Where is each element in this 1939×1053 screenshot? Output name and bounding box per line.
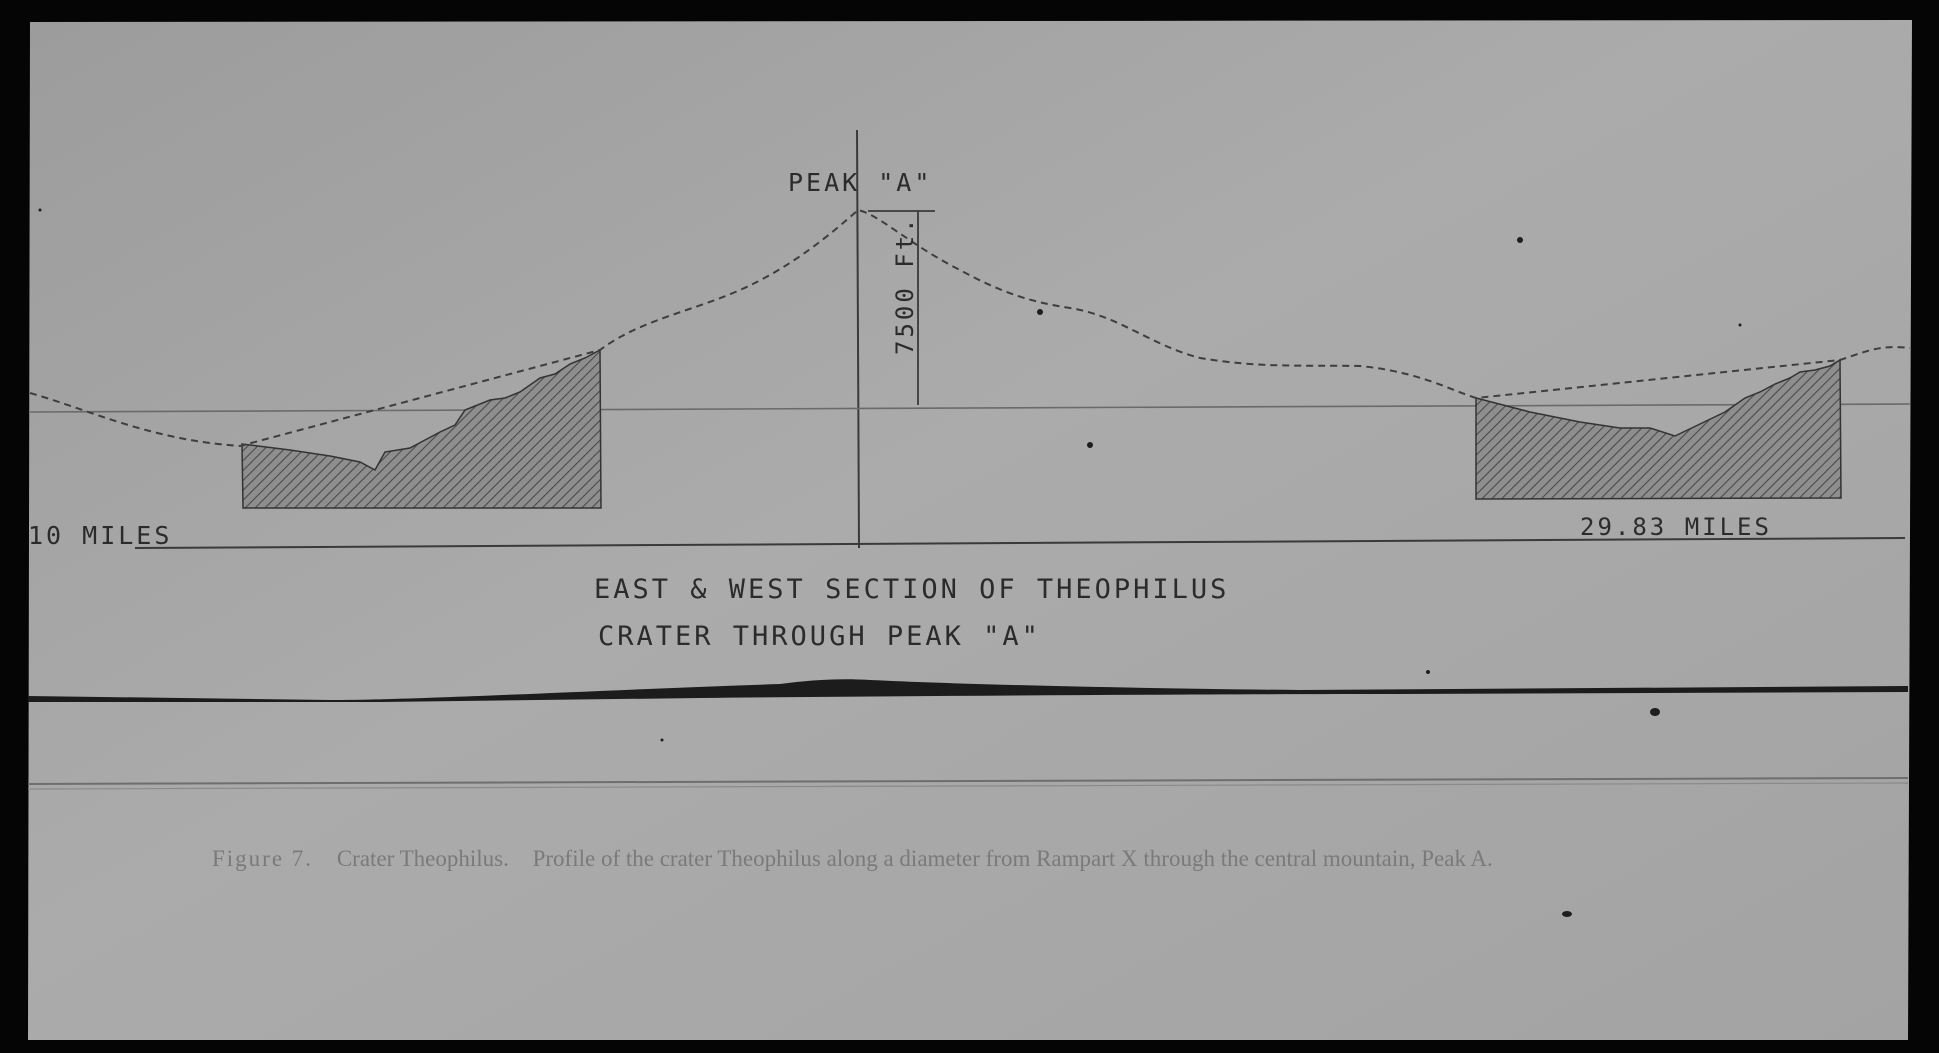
- figure-caption: [212, 846, 1493, 871]
- right-distance-label: 29.83 MILES: [1580, 513, 1772, 541]
- caption-lead: Figure 7.: [212, 846, 314, 871]
- left-distance-label: 10 MILES: [28, 521, 173, 550]
- section-title-line-1: EAST & WEST SECTION OF THEOPHILUS: [594, 574, 1230, 605]
- section-title-line-2: CRATER THROUGH PEAK "A": [598, 621, 1041, 652]
- peak-label: PEAK "A": [788, 168, 933, 197]
- caption-body: Profile of the crater Theophilus along a diameter from Rampart X through the central mountain, Peak A.: [532, 846, 1493, 871]
- height-label: 7500 Ft.: [891, 215, 919, 355]
- caption-name: Crater Theophilus.: [336, 846, 509, 871]
